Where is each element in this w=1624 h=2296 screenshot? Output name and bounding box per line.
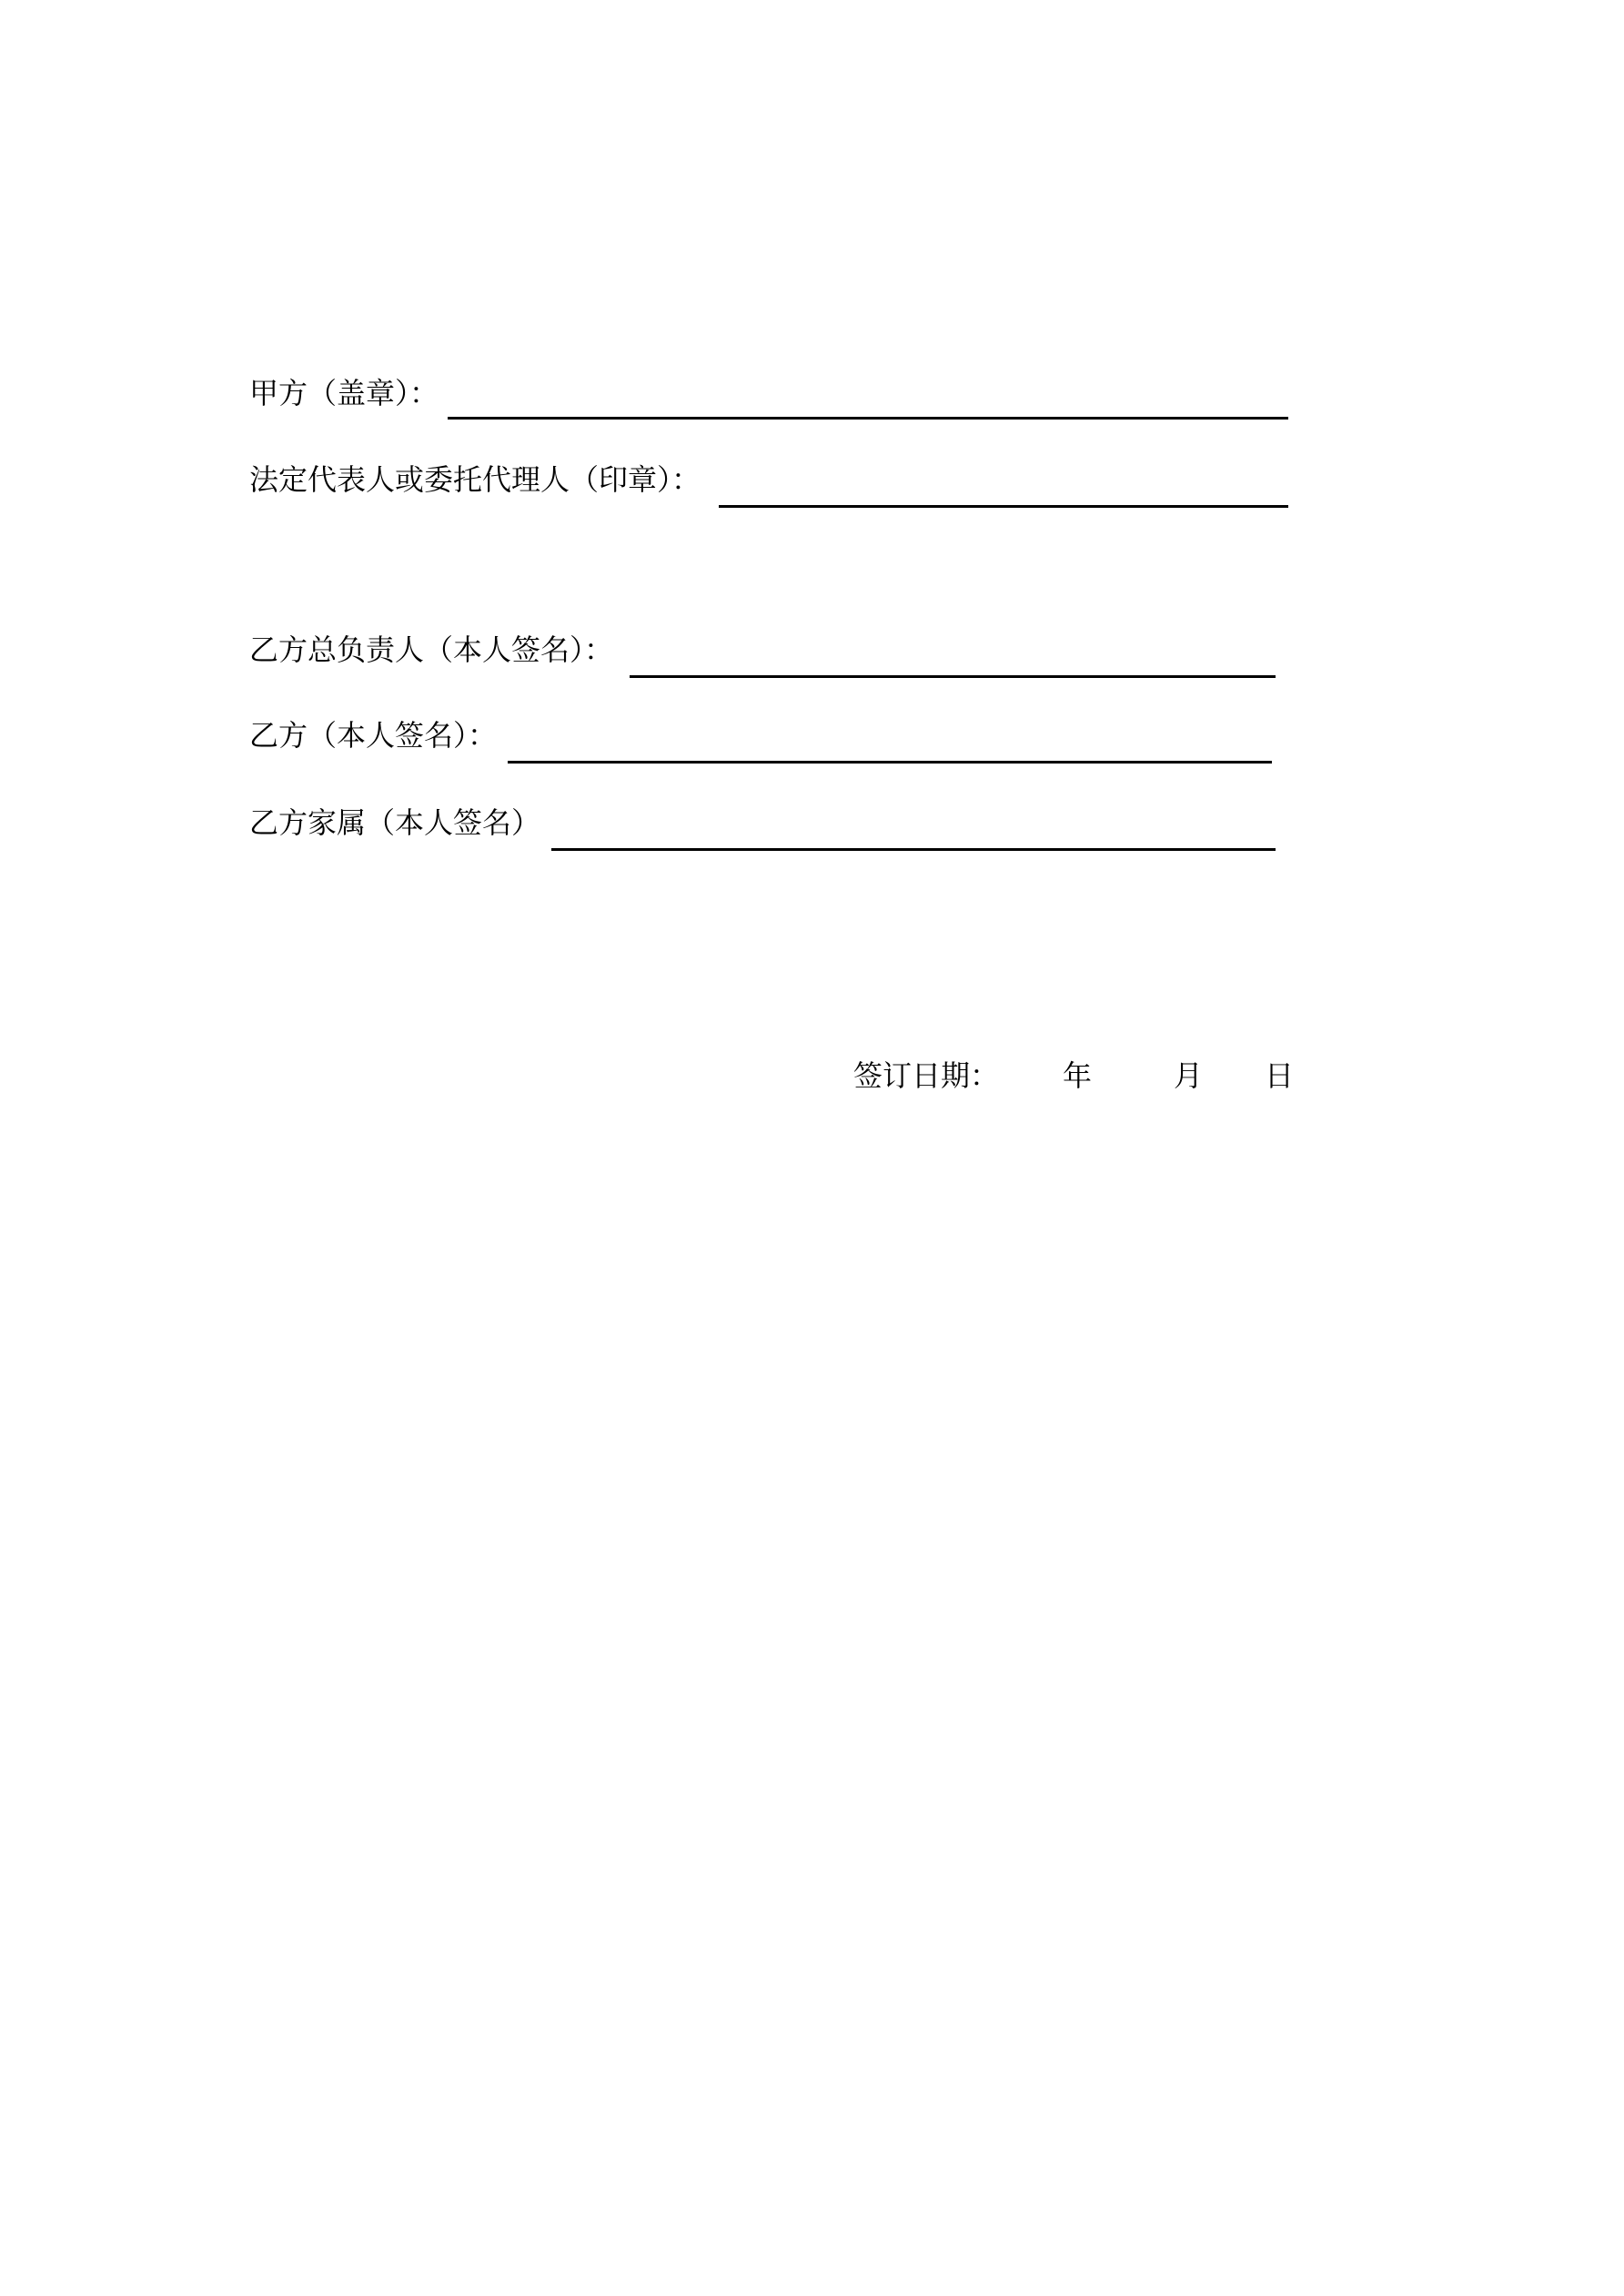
party-b-manager-line bbox=[249, 632, 1286, 686]
party-a-representative-line bbox=[249, 461, 1286, 516]
party-a-representative-label: 法定代表人或委托代理人（印章）： bbox=[249, 462, 701, 497]
party-a-representative-blank bbox=[719, 505, 1288, 508]
party-b-self-label: 乙方（本人签名）： bbox=[249, 718, 498, 753]
signing-date-label: 签订日期： bbox=[853, 1058, 1000, 1093]
signing-date-month-label: 月 bbox=[1174, 1058, 1204, 1093]
party-b-self-blank bbox=[508, 761, 1272, 764]
party-b-family-label: 乙方家属（本人签名） bbox=[249, 805, 541, 840]
party-b-manager-label: 乙方总负责人（本人签名）： bbox=[249, 632, 614, 667]
party-a-seal-label: 甲方（盖章）： bbox=[249, 376, 439, 410]
party-a-seal-line bbox=[249, 375, 1286, 430]
party-b-family-blank bbox=[551, 848, 1276, 851]
party-b-family-line bbox=[249, 804, 1286, 859]
signing-date-row bbox=[853, 1057, 1326, 1097]
signing-date-day-label: 日 bbox=[1265, 1058, 1295, 1093]
signing-date-year-label: 年 bbox=[1063, 1058, 1093, 1093]
party-a-seal-blank bbox=[448, 417, 1288, 420]
party-b-self-line bbox=[249, 717, 1286, 772]
party-b-manager-blank bbox=[630, 675, 1276, 678]
